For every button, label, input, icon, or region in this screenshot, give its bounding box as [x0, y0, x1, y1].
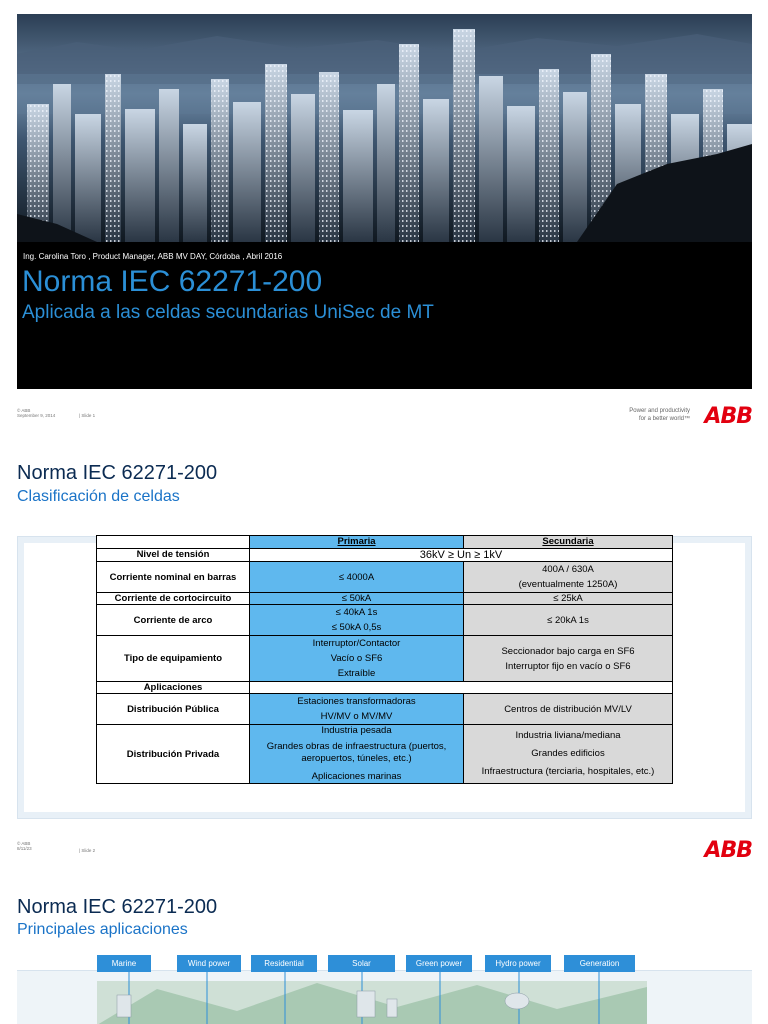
table-row: [97, 694, 673, 725]
slide-2-footer: [17, 838, 752, 868]
tag-marine: Marine: [97, 955, 151, 972]
table-row: [97, 593, 673, 605]
slide-1-title: [17, 14, 752, 389]
secondary-line: Interruptor fijo en vacío o SF6: [505, 660, 631, 672]
secondary-value: [464, 636, 673, 682]
primary-line: Aplicaciones marinas: [311, 771, 402, 782]
primary-line: ≤ 40kA 1s: [335, 607, 378, 618]
abb-logo: ABB: [704, 838, 752, 863]
row-label: Corriente nominal en barras: [97, 562, 250, 593]
empty-cell: [250, 682, 673, 694]
primary-value: [250, 725, 464, 784]
slide-number: | Slide 1: [79, 413, 96, 418]
row-label: Tipo de equipamiento: [97, 636, 250, 682]
secondary-line: Grandes edificios: [531, 748, 605, 759]
primary-line: Estaciones transformadoras: [297, 696, 416, 707]
row-label: Corriente de arco: [97, 605, 250, 636]
tagline-line-1: Power and productivity: [629, 408, 690, 414]
row-label: Distribución Pública: [97, 694, 250, 725]
slide-3-subtitle: Principales aplicaciones: [17, 921, 188, 938]
presentation-subtitle: Aplicada a las celdas secundarias UniSec de MT: [22, 302, 434, 323]
table-row: [97, 562, 673, 593]
secondary-line: (eventualmente 1250A): [518, 579, 618, 590]
landscape-illustration: [17, 971, 752, 1024]
title-block: [17, 242, 752, 389]
header-primary: Primaria: [250, 536, 464, 549]
secondary-line: Seccionador bajo carga en SF6: [501, 645, 635, 657]
tag-solar: Solar: [328, 955, 395, 972]
slide-2-subtitle: Clasificación de celdas: [17, 488, 180, 505]
tagline: [629, 407, 690, 423]
secondary-line: Industria liviana/mediana: [515, 730, 621, 741]
classification-table: [96, 535, 673, 784]
tag-generation: Generation: [564, 955, 635, 972]
header-empty-cell: [97, 536, 250, 549]
primary-value: ≤ 4000A: [250, 562, 464, 593]
slide-1-footer: [17, 404, 752, 434]
footer-date: 8/11/23: [17, 846, 32, 851]
city-skyline-image: [17, 14, 752, 242]
abb-logo: ABB: [704, 404, 752, 429]
application-tags: [17, 954, 752, 974]
primary-line: Interruptor/Contactor: [312, 638, 401, 649]
primary-value: [250, 605, 464, 636]
table-header-row: [97, 536, 673, 549]
primary-line: Industria pesada: [321, 725, 392, 736]
tagline-line-2: for a better world™: [638, 416, 690, 422]
primary-line: Extraíble: [337, 668, 376, 679]
table-row: [97, 725, 673, 784]
secondary-line: 400A / 630A: [542, 564, 594, 575]
primary-line: Vacío o SF6: [330, 653, 383, 664]
copyright-text: © ABB: [17, 408, 31, 413]
slide-2-title: Norma IEC 62271-200: [17, 462, 218, 484]
primary-line: HV/MV o MV/MV: [320, 711, 393, 722]
tension-value: 36kV ≥ Un ≥ 1kV: [250, 549, 673, 562]
row-label: Nivel de tensión: [97, 549, 250, 562]
primary-line: ≤ 50kA 0,5s: [331, 622, 382, 633]
table-row: [97, 636, 673, 682]
footer-date: September 9, 2014: [17, 413, 56, 418]
author-line: Ing. Carolina Toro , Product Manager, ABB MV DAY, Córdoba , Abril 2016: [23, 252, 283, 261]
table-row: [97, 682, 673, 694]
row-label: Distribución Privada: [97, 725, 250, 784]
tag-hydro-power: Hydro power: [485, 955, 551, 972]
secondary-value: ≤ 25kA: [464, 593, 673, 605]
table-row: [97, 549, 673, 562]
secondary-line: Infraestructura (terciaria, hospitales, etc.): [481, 766, 655, 777]
secondary-value: ≤ 20kA 1s: [464, 605, 673, 636]
slide-number: | Slide 2: [79, 848, 96, 853]
primary-value: ≤ 50kA: [250, 593, 464, 605]
secondary-value: [464, 562, 673, 593]
presentation-title: Norma IEC 62271-200: [22, 265, 323, 298]
secondary-value: [464, 725, 673, 784]
slide-3-title: Norma IEC 62271-200: [17, 896, 218, 918]
primary-line: Grandes obras de infraestructura (puertos, aeropuertos, túneles, etc.): [266, 741, 447, 764]
table-row: [97, 605, 673, 636]
tag-green-power: Green power: [406, 955, 472, 972]
applications-illustration: [17, 970, 752, 1024]
tag-wind-power: Wind power: [177, 955, 241, 972]
primary-value: [250, 636, 464, 682]
row-label: Corriente de cortocircuito: [97, 593, 250, 605]
row-label: Aplicaciones: [97, 682, 250, 694]
copyright-text: © ABB: [17, 841, 31, 846]
header-secondary: Secundaria: [464, 536, 673, 549]
tag-residential: Residential: [251, 955, 317, 972]
primary-value: [250, 694, 464, 725]
secondary-value: Centros de distribución MV/LV: [464, 694, 673, 725]
